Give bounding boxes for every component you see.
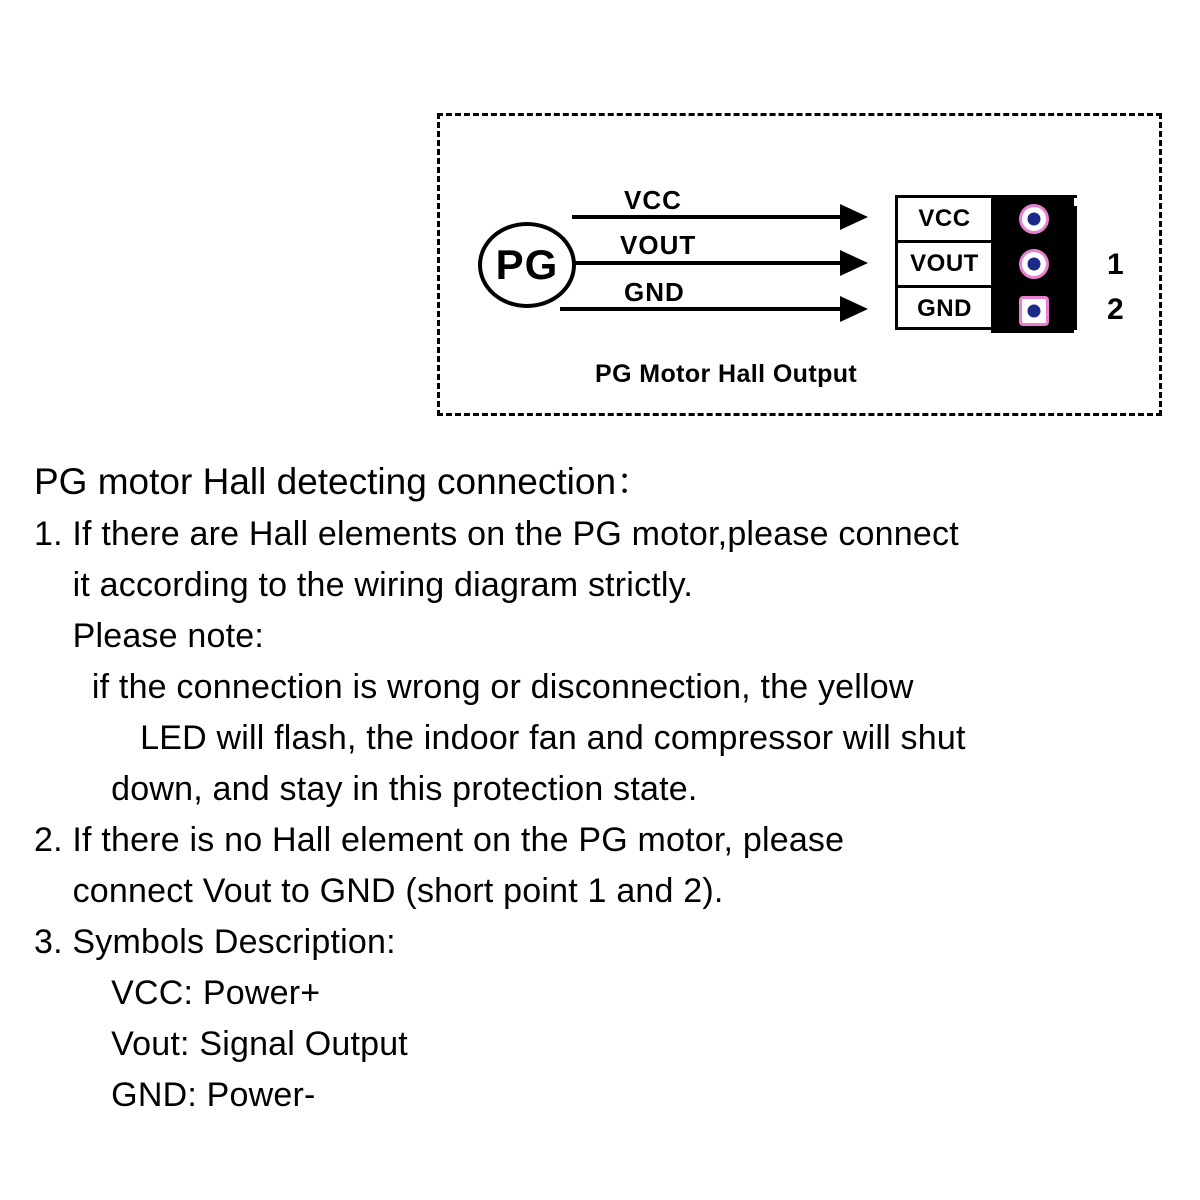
connector-socket-area-vout xyxy=(994,243,1074,285)
instruction-line: if the connection is wrong or disconnection, the yellow xyxy=(34,668,914,706)
wire-label-vout: VOUT xyxy=(620,230,697,260)
connector-socket-dot-vcc xyxy=(1028,213,1041,226)
wire-vcc-arrowhead xyxy=(840,204,868,230)
wire-gnd-arrowhead xyxy=(840,296,868,322)
wire-label-gnd: GND xyxy=(624,277,685,307)
instruction-line: down, and stay in this protection state. xyxy=(34,770,698,808)
connector-pin-label-vout: VOUT xyxy=(898,243,994,285)
connector-row-gnd xyxy=(898,288,1074,333)
pin-number-1: 1 xyxy=(1107,248,1124,281)
instruction-line: connect Vout to GND (short point 1 and 2). xyxy=(34,872,724,910)
connector-pin-label-vcc: VCC xyxy=(898,198,994,240)
connector-socket-vcc xyxy=(1019,204,1049,234)
instruction-line: 3. Symbols Description: xyxy=(34,923,396,961)
connector-block xyxy=(895,195,1077,330)
connector-socket-vout xyxy=(1019,249,1049,279)
wire-vcc xyxy=(572,215,844,219)
pin-number-2: 2 xyxy=(1107,293,1124,326)
connector-socket-area-gnd xyxy=(994,288,1074,333)
diagram-caption: PG Motor Hall Output xyxy=(595,360,858,388)
instruction-line: 2. If there is no Hall element on the PG motor, please xyxy=(34,821,845,859)
connector-pin-label-gnd: GND xyxy=(898,288,994,333)
connector-row-vout xyxy=(898,243,1074,288)
wire-vout-arrowhead xyxy=(840,250,868,276)
wire-label-vcc: VCC xyxy=(624,185,682,215)
connector-socket-area-vcc xyxy=(994,198,1074,240)
instructions-heading: PG motor Hall detecting connection： xyxy=(34,461,654,502)
instruction-line: GND: Power- xyxy=(34,1076,316,1114)
wire-gnd xyxy=(560,307,844,311)
instruction-line: it according to the wiring diagram strictly. xyxy=(34,566,693,604)
instruction-line: LED will flash, the indoor fan and compressor will shut xyxy=(34,719,966,757)
connector-socket-dot-gnd xyxy=(1028,304,1041,317)
connector-socket-gnd xyxy=(1019,296,1049,326)
wire-vout xyxy=(572,261,844,265)
instruction-line: 1. If there are Hall elements on the PG motor,please connect xyxy=(34,515,959,553)
instructions-block xyxy=(34,455,1194,1121)
pg-motor-node xyxy=(478,222,576,308)
connector-row-vcc xyxy=(898,198,1074,243)
connector-socket-dot-vout xyxy=(1028,258,1041,271)
instruction-line: VCC: Power+ xyxy=(34,974,321,1012)
instruction-line: Please note: xyxy=(34,617,265,655)
instruction-line: Vout: Signal Output xyxy=(34,1025,408,1063)
pg-motor-label: PG xyxy=(495,241,559,288)
